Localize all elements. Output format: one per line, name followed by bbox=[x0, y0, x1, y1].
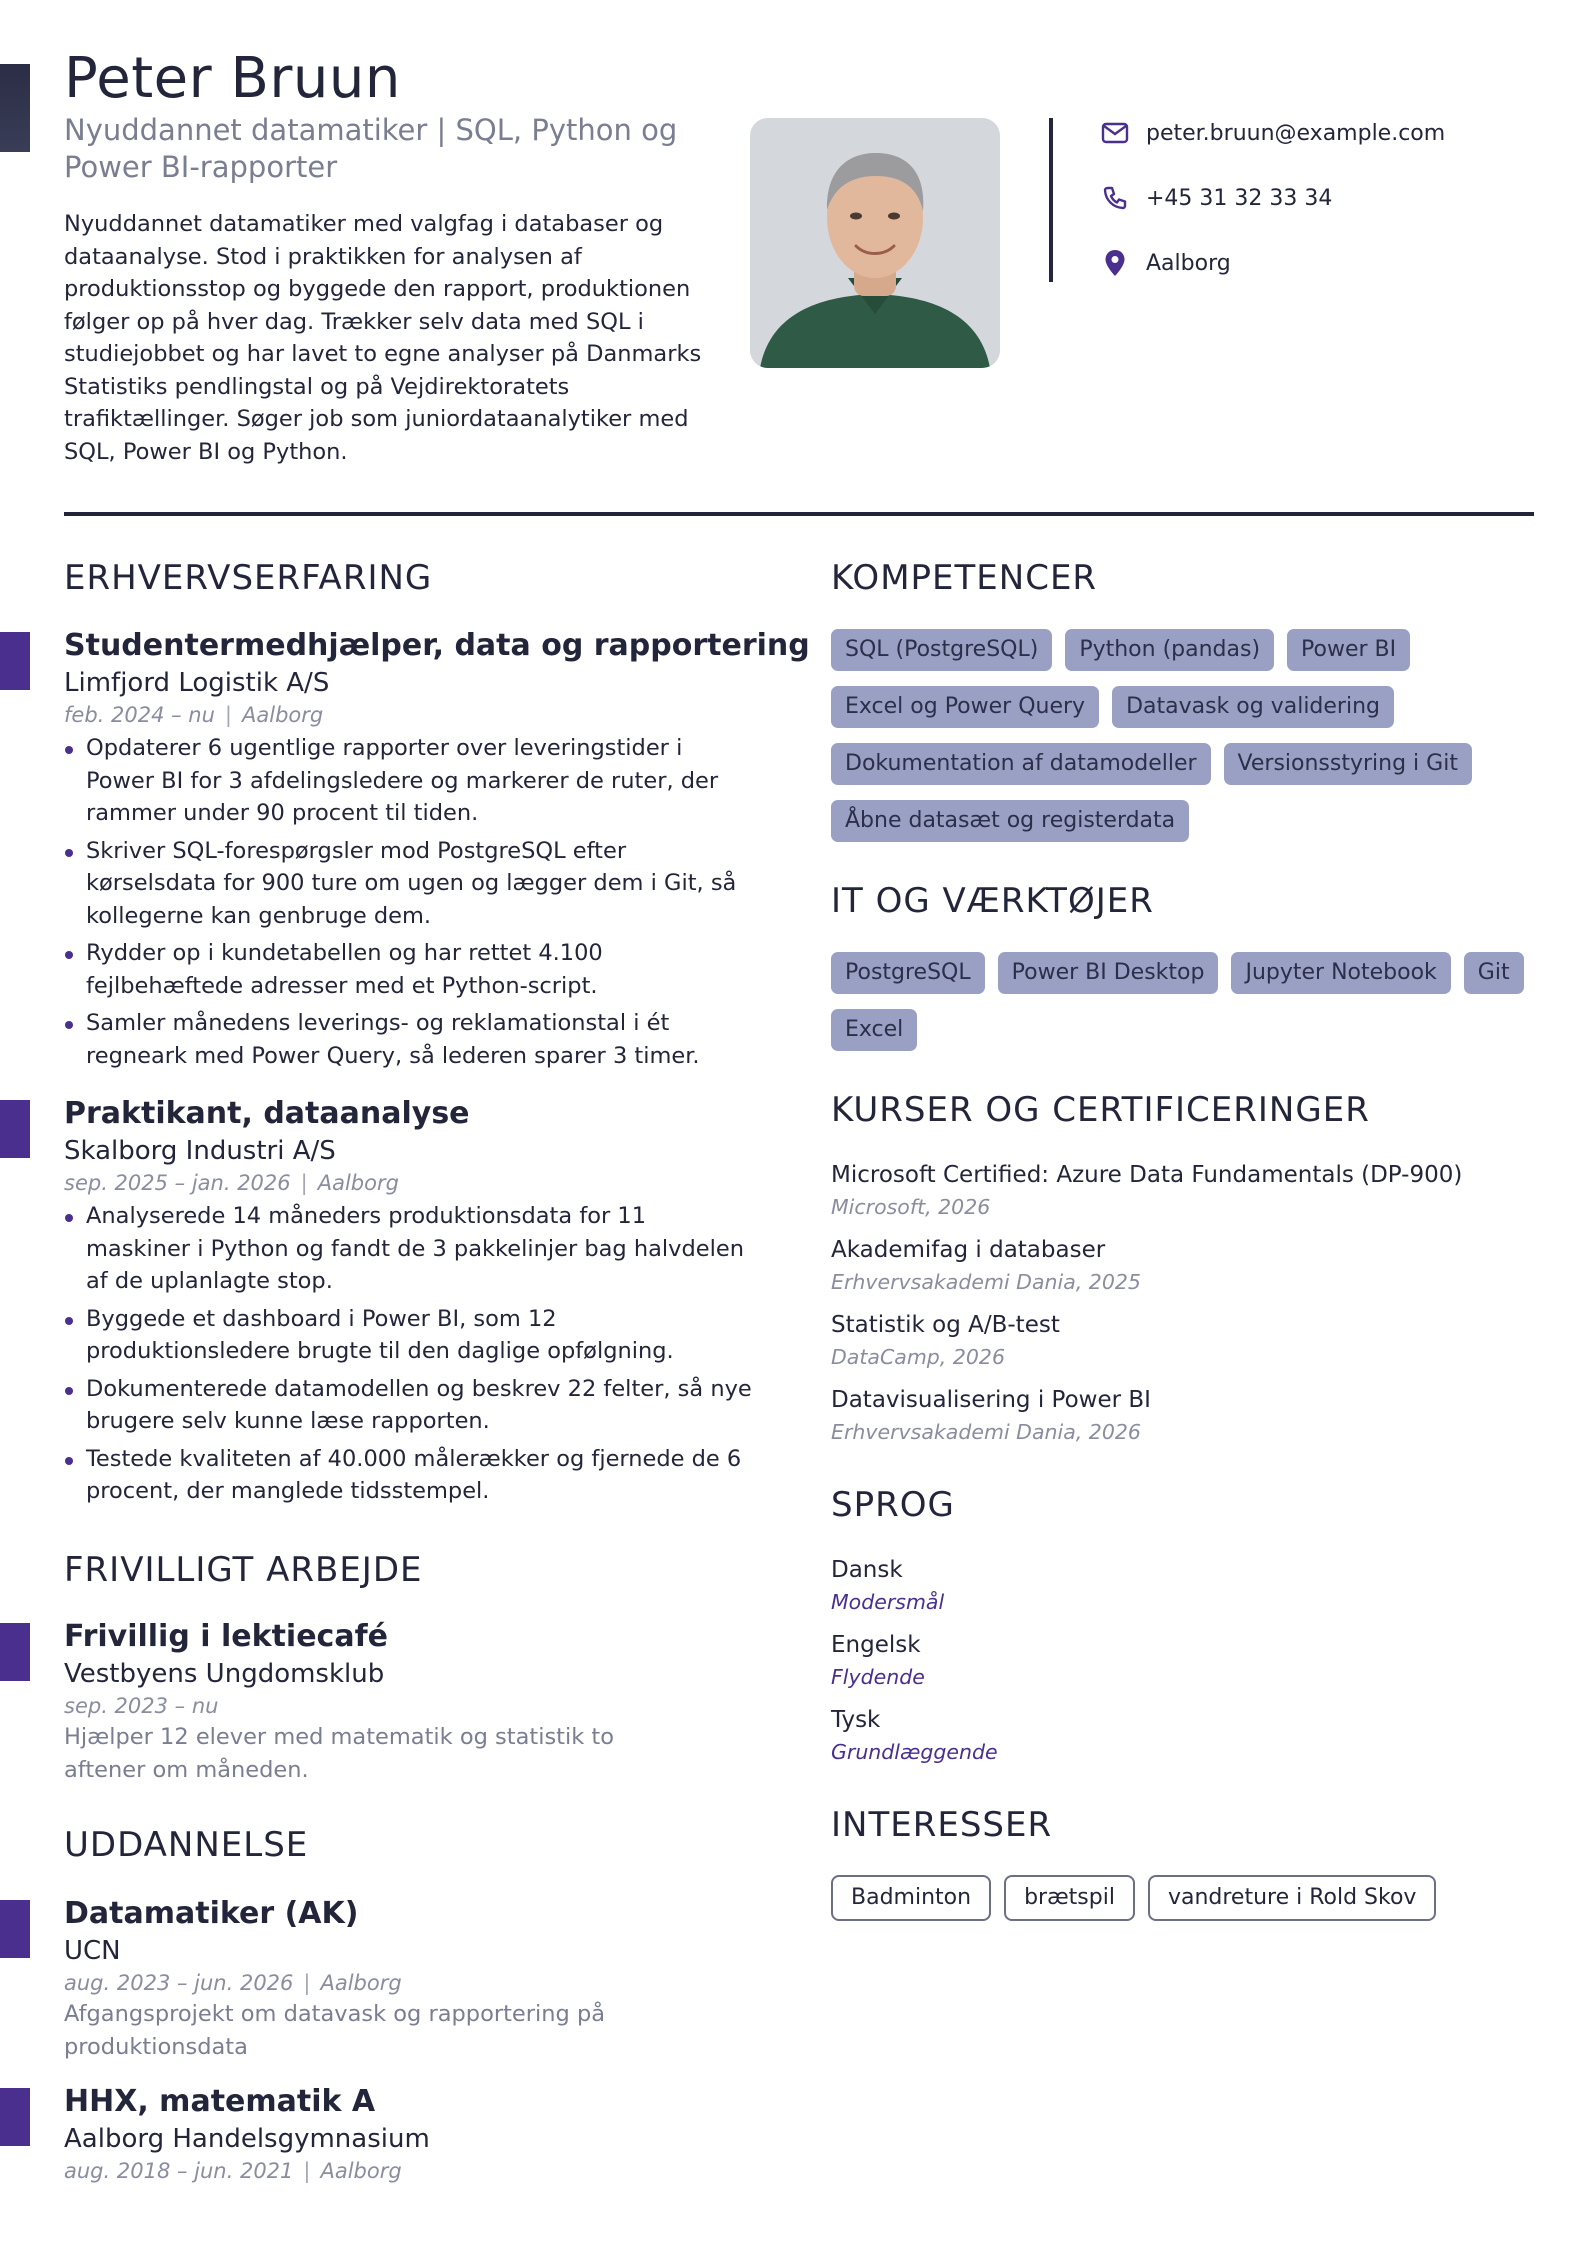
education-degree: HHX, matematik A bbox=[64, 2084, 376, 2119]
section-title-experience: ERHVERVSERFARING bbox=[64, 558, 433, 598]
meta-separator: | bbox=[300, 1171, 308, 1195]
interest-tag: brætspil bbox=[1004, 1875, 1135, 1921]
course-source: DataCamp, 2026 bbox=[831, 1345, 1006, 1369]
skill-tag: Datavask og validering bbox=[1112, 686, 1394, 728]
education-meta bbox=[64, 2159, 402, 2183]
job-accent-bar bbox=[0, 1100, 30, 1158]
job-place: Aalborg bbox=[317, 1171, 399, 1195]
location-pin-icon bbox=[1100, 248, 1130, 278]
bullet-item: Analyserede 14 måneders produktionsdata for 11 maskiner i Python og fandt de 3 pakkelinjer bag halvdelen af de uplanlagte stop. bbox=[64, 1200, 754, 1298]
course-source: Erhvervsakademi Dania, 2025 bbox=[831, 1270, 1141, 1294]
tool-tag: Power BI Desktop bbox=[998, 952, 1219, 994]
bullet-item: Skriver SQL-forespørgsler mod PostgreSQL efter kørselsdata for 900 ture om ugen og lægger dem i Git, så kollegerne kan genbruge dem. bbox=[64, 835, 754, 933]
language-level: Grundlæggende bbox=[831, 1740, 998, 1764]
header-divider bbox=[64, 512, 1534, 516]
interests-tag-list bbox=[831, 1875, 1531, 1921]
education-accent-bar bbox=[0, 2088, 30, 2146]
tool-tag: PostgreSQL bbox=[831, 952, 985, 994]
contact-email[interactable] bbox=[1100, 118, 1445, 148]
language-name: Tysk bbox=[831, 1707, 881, 1733]
candidate-name: Peter Bruun bbox=[64, 46, 401, 111]
section-title-courses: KURSER OG CERTIFICERINGER bbox=[831, 1090, 1370, 1130]
job-bullets bbox=[64, 1200, 754, 1513]
skills-tag-list bbox=[831, 629, 1531, 842]
bullet-item: Testede kvaliteten af 40.000 målerækker og fjernede de 6 procent, der manglede tidsstempel. bbox=[64, 1443, 754, 1508]
contact-location bbox=[1100, 248, 1231, 278]
volunteer-org: Vestbyens Ungdomsklub bbox=[64, 1659, 385, 1689]
education-place: Aalborg bbox=[320, 2159, 402, 2183]
job-dates: sep. 2025 – jan. 2026 bbox=[64, 1171, 291, 1195]
education-place: Aalborg bbox=[320, 1971, 402, 1995]
candidate-headline: Nyuddannet datamatiker | SQL, Python og Power BI-rapporter bbox=[64, 113, 678, 184]
section-title-skills: KOMPETENCER bbox=[831, 558, 1098, 598]
education-school: Aalborg Handelsgymnasium bbox=[64, 2124, 430, 2154]
language-level: Modersmål bbox=[831, 1590, 945, 1614]
skill-tag: Python (pandas) bbox=[1065, 629, 1274, 671]
volunteer-accent-bar bbox=[0, 1623, 30, 1681]
skill-tag: SQL (PostgreSQL) bbox=[831, 629, 1052, 671]
language-level: Flydende bbox=[831, 1665, 925, 1689]
volunteer-description: Hjælper 12 elever med matematik og statistik to aftener om måneden. bbox=[64, 1724, 615, 1783]
contact-phone[interactable] bbox=[1100, 183, 1332, 213]
job-employer: Limfjord Logistik A/S bbox=[64, 668, 330, 698]
job-title: Praktikant, dataanalyse bbox=[64, 1096, 470, 1131]
job-title: Studentermedhjælper, data og rapportering bbox=[64, 628, 810, 663]
tool-tag: Jupyter Notebook bbox=[1231, 952, 1450, 994]
section-title-volunteer: FRIVILLIGT ARBEJDE bbox=[64, 1550, 423, 1590]
education-description: Afgangsprojekt om datavask og rapportering på produktionsdata bbox=[64, 2001, 606, 2060]
bullet-item: Dokumenterede datamodellen og beskrev 22 felter, så nye brugere selv kunne læse rapporten. bbox=[64, 1373, 754, 1438]
profile-summary: Nyuddannet datamatiker med valgfag i databaser og dataanalyse. Stod i praktikken for analysen af produktionsstop og byggede den rapport, produktionen følger op på hver dag. Trækker selv data med SQL i studiejobbet og har lavet to egne analyser på Danmarks Statistiks pendlingstal og på Vejdirektoratets trafiktællinger. Søger job som juniordataanalytiker med SQL, Power BI og Python. bbox=[64, 211, 702, 465]
tool-tag: Excel bbox=[831, 1009, 917, 1051]
section-title-tools: IT OG VÆRKTØJER bbox=[831, 881, 1154, 921]
tools-tag-list bbox=[831, 952, 1531, 1051]
education-dates: aug. 2018 – jun. 2021 bbox=[64, 2159, 294, 2183]
skill-tag: Versionsstyring i Git bbox=[1224, 743, 1472, 785]
tool-tag: Git bbox=[1464, 952, 1524, 994]
job-meta bbox=[64, 703, 323, 727]
interest-tag: Badminton bbox=[831, 1875, 991, 1921]
education-dates: aug. 2023 – jun. 2026 bbox=[64, 1971, 294, 1995]
job-accent-bar bbox=[0, 632, 30, 690]
location-text: Aalborg bbox=[1146, 250, 1231, 276]
language-name: Engelsk bbox=[831, 1632, 921, 1658]
job-employer: Skalborg Industri A/S bbox=[64, 1136, 336, 1166]
education-school: UCN bbox=[64, 1936, 121, 1966]
course-name: Statistik og A/B-test bbox=[831, 1312, 1060, 1338]
course-source: Microsoft, 2026 bbox=[831, 1195, 991, 1219]
contact-divider bbox=[1049, 118, 1053, 282]
bullet-item: Byggede et dashboard i Power BI, som 12 produktionsledere brugte til den daglige opfølgning. bbox=[64, 1303, 754, 1368]
job-bullets bbox=[64, 732, 754, 1077]
job-dates: feb. 2024 – nu bbox=[64, 703, 215, 727]
job-place: Aalborg bbox=[242, 703, 324, 727]
portrait-illustration bbox=[750, 118, 1000, 368]
bullet-item: Opdaterer 6 ugentlige rapporter over leveringstider i Power BI for 3 afdelingsledere og markerer de ruter, der rammer under 90 procent til tiden. bbox=[64, 732, 754, 830]
header-accent-bar bbox=[0, 64, 30, 152]
skill-tag: Dokumentation af datamodeller bbox=[831, 743, 1211, 785]
email-text: peter.bruun@example.com bbox=[1146, 120, 1446, 146]
mail-icon bbox=[1100, 118, 1130, 148]
skill-tag: Power BI bbox=[1287, 629, 1410, 671]
meta-separator: | bbox=[303, 2159, 311, 2183]
phone-text: +45 31 32 33 34 bbox=[1146, 185, 1333, 211]
skill-tag: Åbne datasæt og registerdata bbox=[831, 800, 1189, 842]
job-meta bbox=[64, 1171, 399, 1195]
education-accent-bar bbox=[0, 1900, 30, 1958]
meta-separator: | bbox=[224, 703, 232, 727]
meta-separator: | bbox=[303, 1971, 311, 1995]
interest-tag: vandreture i Rold Skov bbox=[1148, 1875, 1437, 1921]
section-title-interests: INTERESSER bbox=[831, 1805, 1053, 1845]
volunteer-role: Frivillig i lektiecafé bbox=[64, 1619, 388, 1654]
language-name: Dansk bbox=[831, 1557, 903, 1583]
bullet-item: Samler månedens leverings- og reklamationstal i ét regneark med Power Query, så lederen sparer 3 timer. bbox=[64, 1007, 754, 1072]
section-title-languages: SPROG bbox=[831, 1485, 955, 1525]
profile-photo bbox=[750, 118, 1000, 368]
education-meta bbox=[64, 1971, 402, 1995]
skill-tag: Excel og Power Query bbox=[831, 686, 1099, 728]
section-title-education: UDDANNELSE bbox=[64, 1825, 309, 1865]
bullet-item: Rydder op i kundetabellen og har rettet 4.100 fejlbehæftede adresser med et Python-script. bbox=[64, 937, 754, 1002]
course-source: Erhvervsakademi Dania, 2026 bbox=[831, 1420, 1141, 1444]
course-name: Akademifag i databaser bbox=[831, 1237, 1106, 1263]
volunteer-dates: sep. 2023 – nu bbox=[64, 1694, 219, 1718]
course-name: Datavisualisering i Power BI bbox=[831, 1387, 1151, 1413]
course-name: Microsoft Certified: Azure Data Fundamentals (DP-900) bbox=[831, 1162, 1463, 1188]
education-degree: Datamatiker (AK) bbox=[64, 1896, 359, 1931]
phone-icon bbox=[1100, 183, 1130, 213]
